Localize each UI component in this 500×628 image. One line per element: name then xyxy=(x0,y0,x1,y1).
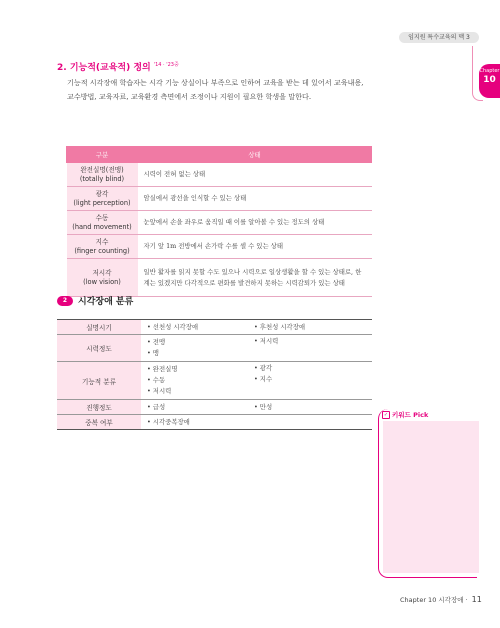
row-label: 진행정도 xyxy=(57,400,141,415)
table-row xyxy=(57,415,372,430)
item: • 맹 xyxy=(147,349,159,357)
page-footer xyxy=(400,595,482,604)
item: • 후천성 시각장애 xyxy=(254,322,306,331)
section2-title: 시각장애 분류 xyxy=(78,297,134,307)
row-col2 xyxy=(248,400,372,415)
item: • 만성 xyxy=(254,402,273,411)
footer-chapter: Chapter 10 시각장애 · xyxy=(400,596,468,604)
row-label: 기능적 분류 xyxy=(57,362,141,400)
row-col2 xyxy=(248,362,372,400)
row-label xyxy=(67,187,138,211)
classification-table xyxy=(57,319,372,430)
section2-badge: 2 xyxy=(57,296,73,306)
keyword-pick-title xyxy=(382,410,428,419)
row-label xyxy=(67,259,138,297)
header-tag: 임지원 특수교육의 맥 3 xyxy=(399,32,479,43)
row-col2 xyxy=(248,335,372,362)
blindness-definition-table xyxy=(66,146,372,297)
row-label xyxy=(67,235,138,259)
row-label: 중복 여부 xyxy=(57,415,141,430)
table-row xyxy=(67,211,372,235)
item: • 지수 xyxy=(254,375,273,383)
row-name: 완전실명(전맹) xyxy=(80,165,124,174)
item: • 전맹 xyxy=(147,338,166,346)
row-desc: 일반 활자를 읽지 못할 수도 있으나 시력으로 일상생활을 할 수 있는 상태로, 한계는 있겠지만 다각적으로 편화를 발견하지 못하는 시력감퇴가 있는 상태 xyxy=(138,259,372,297)
item: • 광각 xyxy=(254,364,273,372)
page-number: 11 xyxy=(471,595,482,604)
row-col2 xyxy=(248,415,372,430)
table-row xyxy=(57,335,372,362)
row-eng: (hand movement) xyxy=(72,222,132,231)
row-desc: 시력이 전혀 없는 상태 xyxy=(138,163,372,187)
row-name: 수동 xyxy=(95,213,109,222)
section-title-text: 2. 기능적(교육적) 정의 xyxy=(57,63,151,73)
row-col1 xyxy=(141,362,248,400)
row-eng: (totally blind) xyxy=(79,174,125,183)
table-row xyxy=(67,259,372,297)
row-col1 xyxy=(141,320,248,335)
row-desc: 암실에서 광선을 인식할 수 있는 상태 xyxy=(138,187,372,211)
row-label xyxy=(67,163,138,187)
checkbox-icon: ✓ xyxy=(383,412,389,418)
section2-heading xyxy=(57,294,133,307)
item: • 저시력 xyxy=(147,387,172,395)
exam-years: '14 · '23중 xyxy=(153,62,179,68)
table-row xyxy=(67,187,372,211)
keyword-pick-label: 키워드 Pick xyxy=(392,411,429,419)
item: • 저시력 xyxy=(254,337,279,345)
row-eng: (low vision) xyxy=(83,277,121,286)
table-row xyxy=(67,163,372,187)
table-row xyxy=(57,320,372,335)
row-name: 저시각 xyxy=(92,268,112,277)
chapter-tab-label: Chapter xyxy=(479,68,500,74)
item: • 완전실명 xyxy=(147,365,178,373)
row-eng: (finger counting) xyxy=(74,246,130,255)
keyword-pick-area[interactable] xyxy=(383,421,479,573)
table-header-category: 구분 xyxy=(67,147,138,163)
item: • 수동 xyxy=(147,376,166,384)
row-col2 xyxy=(248,320,372,335)
intro-paragraph: 기능적 시각장애 학습자는 시각 기능 상실이나 부족으로 인하여 교육을 받는 데 있어서 교육내용, 교수방법, 교육자료, 교육환경 측면에서 조정이나 지원이 필요한 학생을 말한다. xyxy=(67,78,364,101)
row-col1 xyxy=(141,415,248,430)
item: • 시각중복장애 xyxy=(147,417,190,426)
table-row xyxy=(67,235,372,259)
item: • 선천성 시각장애 xyxy=(147,322,199,331)
row-col1 xyxy=(141,335,248,362)
chapter-tab[interactable] xyxy=(479,64,500,98)
row-desc: 자기 앞 1m 전방에서 손가락 수를 셀 수 있는 상태 xyxy=(138,235,372,259)
table-row xyxy=(57,400,372,415)
item: • 급성 xyxy=(147,402,166,411)
table-header-state: 상태 xyxy=(138,147,372,163)
row-desc: 눈앞에서 손을 좌우로 움직일 때 이를 알아볼 수 있는 정도의 상태 xyxy=(138,211,372,235)
row-name: 지수 xyxy=(95,237,109,246)
row-label xyxy=(67,211,138,235)
row-eng: (light perception) xyxy=(73,198,131,207)
section-title xyxy=(57,60,179,73)
chapter-tab-number: 10 xyxy=(483,75,496,85)
row-label: 실명시기 xyxy=(57,320,141,335)
row-label: 시력정도 xyxy=(57,335,141,362)
table-row xyxy=(57,362,372,400)
row-col1 xyxy=(141,400,248,415)
row-name: 광각 xyxy=(95,189,109,198)
